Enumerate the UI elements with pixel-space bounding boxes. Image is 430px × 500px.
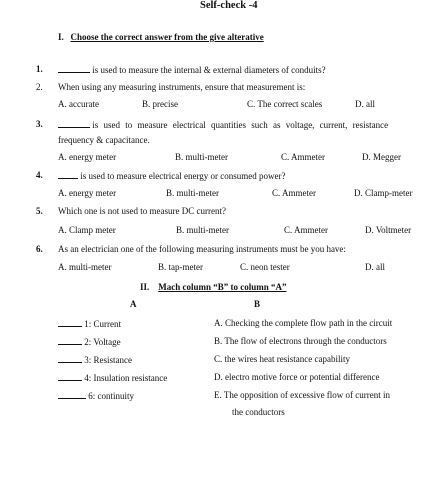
- q6-option-d: D. all: [365, 262, 385, 272]
- question-1-stem: [58, 64, 326, 75]
- column-a-header: A: [130, 299, 137, 309]
- column-b-item-a: A. Checking the complete flow path in the circuit: [214, 318, 393, 328]
- q4-option-a: A. energy meter: [58, 188, 117, 198]
- question-1-text: is used to measure the internal & external diameters of conduits?: [92, 65, 326, 75]
- section-1-label: I.: [58, 32, 64, 42]
- section-2-label: II.: [140, 282, 150, 292]
- q4-option-d: D. Clamp-meter: [354, 188, 413, 198]
- column-b-item-e-continued: the conductors: [232, 407, 285, 417]
- column-a-item-text: 3: Resistance: [84, 355, 132, 365]
- q5-option-b: B. multi-meter: [176, 225, 229, 235]
- question-2-text: When using any measuring instruments, ensure that measurement is:: [58, 82, 306, 92]
- q5-option-d: D. Voltmeter: [365, 225, 412, 235]
- column-a-item-4: [58, 372, 167, 383]
- answer-blank: [58, 390, 86, 399]
- q5-option-a: A. Clamp meter: [58, 225, 116, 235]
- answer-blank: [58, 372, 82, 381]
- section-1-heading: [58, 32, 264, 42]
- question-4-text: is used to measure electrical energy or consumed power?: [80, 171, 286, 181]
- q2-option-b: B. precise: [142, 99, 178, 109]
- q2-option-d: D. all: [355, 99, 375, 109]
- column-a-item-text: 6: continuity: [88, 391, 134, 401]
- column-a-item-text: 4: Insulation resistance: [84, 373, 168, 383]
- q3-option-b: B. multi-meter: [175, 152, 228, 162]
- question-6-number: 6.: [36, 244, 43, 254]
- question-3-text: is used to measure electrical quantities such as voltage, current, resistance: [92, 120, 389, 130]
- question-5-number: 5.: [36, 206, 43, 216]
- column-b-item-c: C. the wires heat resistance capability: [214, 354, 350, 364]
- question-3-stem: [58, 119, 388, 130]
- question-6-text: As an electrician one of the following measuring instruments must be you have:: [58, 244, 346, 254]
- q2-option-c: C. The correct scales: [247, 99, 323, 109]
- column-a-item-text: 1: Current: [84, 319, 121, 329]
- column-b-item-e: E. The opposition of excessive flow of current in: [214, 390, 391, 400]
- column-b-header: B: [254, 299, 261, 309]
- column-a-item-3: [58, 354, 132, 365]
- question-3-text-continued: frequency & capacitance.: [58, 135, 150, 145]
- q3-option-d: D. Megger: [362, 152, 401, 162]
- answer-blank: [58, 64, 90, 73]
- q3-option-c: C. Ammeter: [281, 152, 325, 162]
- column-a-item-2: [58, 336, 121, 347]
- answer-blank: [58, 336, 82, 345]
- answer-blank: [58, 170, 78, 179]
- question-2-number: 2.: [36, 82, 43, 92]
- answer-blank: [58, 318, 82, 327]
- question-3-number: 3.: [36, 119, 43, 129]
- worksheet-title: Self-check -4: [200, 0, 258, 11]
- answer-blank: [58, 119, 90, 128]
- column-b-item-d: D. electro motive force or potential difference: [214, 372, 380, 382]
- column-a-item-1: [58, 318, 121, 329]
- question-1: [36, 64, 43, 74]
- question-4-number: 4.: [36, 170, 43, 180]
- column-b-item-b: B. The flow of electrons through the conductors: [214, 336, 387, 346]
- q4-option-b: B. multi-meter: [166, 188, 219, 198]
- question-4-stem: [58, 170, 286, 181]
- section-1-title: Choose the correct answer from the give alterative: [70, 32, 264, 42]
- section-2-title: Mach column “B” to column “A”: [158, 282, 287, 292]
- q2-option-a: A. accurate: [58, 99, 99, 109]
- column-a-item-5: [58, 390, 134, 401]
- q3-option-a: A. energy meter: [58, 152, 117, 162]
- q6-option-a: A. multi-meter: [58, 262, 112, 272]
- q4-option-c: C. Ammeter: [272, 188, 316, 198]
- question-1-number: 1.: [36, 64, 43, 74]
- q6-option-b: B. tap-meter: [158, 262, 203, 272]
- column-a-item-text: 2: Voltage: [84, 337, 121, 347]
- section-2-heading: [140, 282, 287, 292]
- question-5-text: Which one is not used to measure DC current?: [58, 206, 226, 216]
- q6-option-c: C. neon tester: [240, 262, 290, 272]
- answer-blank: [58, 354, 82, 363]
- q5-option-c: C. Ammeter: [284, 225, 328, 235]
